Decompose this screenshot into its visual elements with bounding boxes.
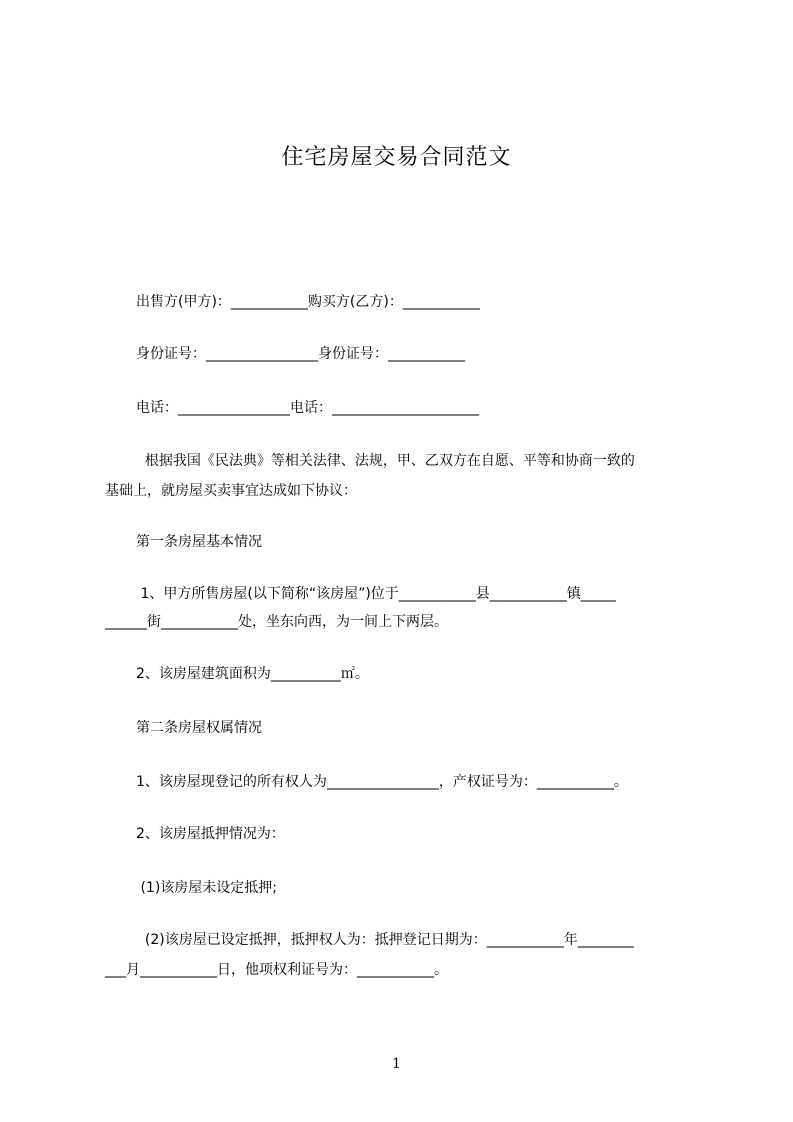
article-2-item-1: 1、该房屋现登记的所有权人为________________，产权证号为：___________。 <box>136 774 628 790</box>
article-2-item-2-option-1: (1)该房屋未设定抵押; <box>136 880 277 896</box>
article-1-item-2: 2、该房屋建筑面积为__________㎡。 <box>136 666 369 682</box>
id-number-line: 身份证号：________________身份证号：___________ <box>136 346 465 362</box>
article-1-heading: 第一条房屋基本情况 <box>136 534 262 550</box>
article-2-item-2-option-2-line-2: ___月___________日，他项权利证号为：___________。 <box>105 962 448 978</box>
article-2-item-2-option-2-line-1: (2)该房屋已设定抵押，抵押权人为：抵押登记日期为：___________年________ <box>136 932 634 948</box>
intro-line-2: 基础上，就房屋买卖事宜达成如下协议： <box>105 483 357 499</box>
page-number: 1 <box>392 1056 401 1072</box>
intro-line-1: 根据我国《民法典》等相关法律、法规，甲、乙双方在自愿、平等和协商一致的 <box>136 453 635 469</box>
article-2-heading: 第二条房屋权属情况 <box>136 720 262 736</box>
party-line: 出售方(甲方)：___________购买方(乙方)：___________ <box>136 294 480 310</box>
article-1-item-1-line-2: ______街___________处，坐东向西，为一间上下两层。 <box>105 614 448 630</box>
phone-line: 电话：________________电话：_____________________ <box>136 400 479 416</box>
article-1-item-1-line-1: 1、甲方所售房屋(以下简称“该房屋”)位于___________县___________镇_____ <box>136 586 616 602</box>
article-2-item-2: 2、该房屋抵押情况为： <box>136 826 285 842</box>
document-title: 住宅房屋交易合同范文 <box>281 145 512 170</box>
